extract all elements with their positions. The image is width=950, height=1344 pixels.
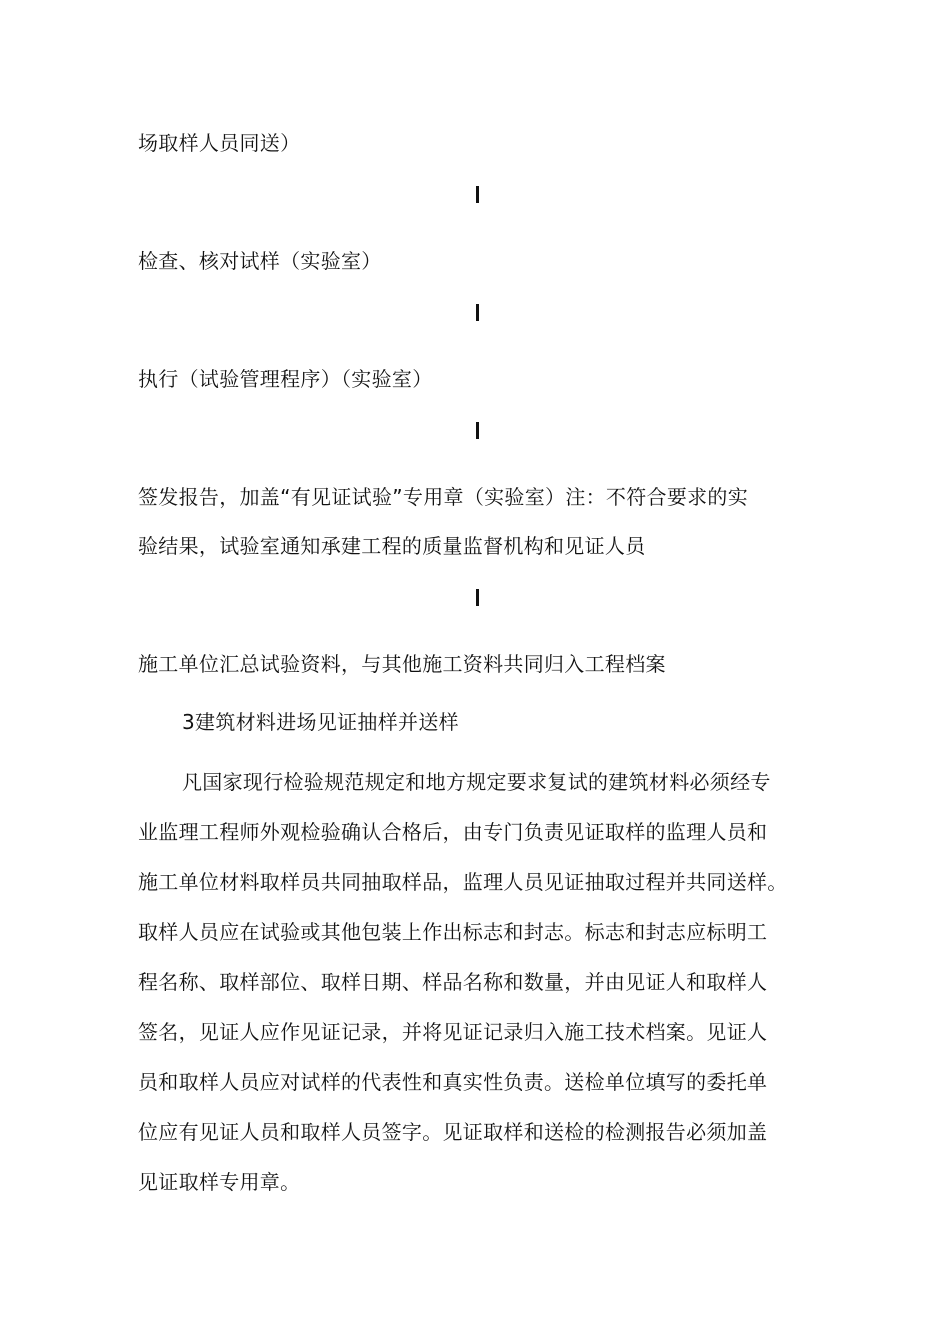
paragraph-line: 程名称、取样部位、取样日期、样品名称和数量，并由见证人和取样人: [138, 970, 768, 994]
flow-arrow: [476, 186, 479, 203]
flow-step-check-sample: 检查、核对试样（实验室）: [138, 249, 382, 273]
paragraph-line: 签名，见证人应作见证记录，并将见证记录归入施工技术档案。见证人: [138, 1020, 768, 1044]
flow-arrow: [476, 589, 479, 606]
flow-step-send-sample: 场取样人员同送）: [138, 131, 301, 155]
paragraph-line: 位应有见证人员和取样人员签字。见证取样和送检的检测报告必须加盖: [138, 1120, 768, 1144]
paragraph-line: 施工单位材料取样员共同抽取样品，监理人员见证抽取过程并共同送样。: [138, 870, 788, 894]
paragraph-line: 取样人员应在试验或其他包装上作出标志和封志。标志和封志应标明工: [138, 920, 768, 944]
flow-step-archive: 施工单位汇总试验资料，与其他施工资料共同归入工程档案: [138, 652, 666, 676]
flow-arrow: [476, 304, 479, 321]
paragraph-line: 员和取样人员应对试样的代表性和真实性负责。送检单位填写的委托单: [138, 1070, 768, 1094]
section-heading: 3建筑材料进场见证抽样并送样: [182, 710, 459, 734]
section-paragraph: [138, 770, 838, 1220]
paragraph-line: 见证取样专用章。: [138, 1170, 301, 1194]
paragraph-line: 凡国家现行检验规范规定和地方规定要求复试的建筑材料必须经专: [182, 770, 771, 794]
flow-arrow: [476, 422, 479, 439]
flow-step-issue-report-line1: 签发报告，加盖“有见证试验”专用章（实验室）注：不符合要求的实: [138, 485, 749, 509]
flow-step-execute-test: 执行（试验管理程序）（实验室）: [138, 367, 433, 391]
flow-step-issue-report-line2: 验结果，试验室通知承建工程的质量监督机构和见证人员: [138, 534, 646, 558]
paragraph-line: 业监理工程师外观检验确认合格后，由专门负责见证取样的监理人员和: [138, 820, 768, 844]
